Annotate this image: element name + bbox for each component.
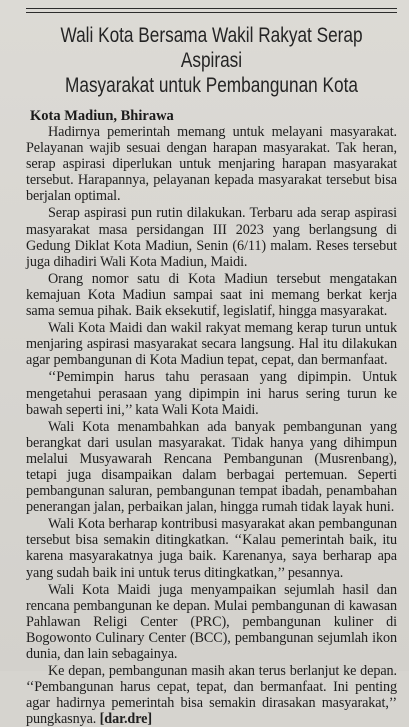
top-rule <box>26 8 397 13</box>
headline-line-2: Masyarakat untuk Pembangunan Kota <box>65 74 358 97</box>
headline <box>59 23 363 98</box>
article-body <box>26 108 397 727</box>
paragraph-8: Wali Kota Maidi juga menyampaikan sejumlah hasil dan rencana pembangunan ke depan. Mulai pembangunan di kawasan Pahlawan Religi Center (PRC), pembangunan kuliner di Bogowonto Culinary Center (BCC), pembangunan sejumlah ikon dunia, dan lain sebagainya. <box>26 581 397 662</box>
paragraph-9-text: Ke depan, pembangunan masih akan terus berlanjut ke depan. ‘‘Pembangunan harus cepat, tepat, dan bermanfaat. Ini penting agar hadirnya pemerintah bisa semakin dirasakan masyarakat,’’ pungkasnya. <box>26 663 397 727</box>
paragraph-9 <box>26 663 397 727</box>
paragraph-5: ‘‘Pemimpin harus tahu perasaan yang dipimpin. Untuk mengetahui perasaan yang dipimpin ini harus sering turun ke bawah seperti ini,’’ kata Wali Kota Maidi. <box>26 369 397 418</box>
author-tag: [dar.dre] <box>99 711 152 727</box>
paragraph-7: Wali Kota berharap kontribusi masyarakat akan pembangunan tersebut bisa semakin ditingkatkan. ‘‘Kalau pemerintah baik, itu karena masyarakatnya juga baik. Karenanya, saya berharap apa yang sudah baik ini untuk terus ditingkatkan,’’ pesannya. <box>26 516 397 581</box>
headline-line-1: Wali Kota Bersama Wakil Rakyat Serap Aspirasi <box>60 24 363 72</box>
dateline: Kota Madiun, Bhirawa <box>30 108 174 124</box>
paragraph-2: Serap aspirasi pun rutin dilakukan. Terbaru ada serap aspirasi masyarakat masa persidangan III 2023 yang berlangsung di Gedung Diklat Kota Madiun, Senin (6/11) malam. Reses tersebut juga dihadiri Wali Kota Madiun, Maidi. <box>26 205 397 270</box>
paragraph-1: Hadirnya pemerintah memang untuk melayani masyarakat. Pelayanan wajib sesuai dengan harapan masyarakat. Tak heran, serap aspirasi diperlukan untuk menjaring harapan masyarakat tersebut. Harapannya, pelayanan kepada masyarakat tersebut bisa berjalan optimal. <box>26 124 397 205</box>
paragraph-6: Wali Kota menambahkan ada banyak pembangunan yang berangkat dari usulan masyarakat. Tidak hanya yang dihimpun melalui Musyawarah Rencana Pembangunan (Musrenbang), tetapi juga disampaikan dalam berbagai pertemuan. Seperti pembangunan saluran, pembangunan tempat ibadah, penambahan penerangan jalan, perbaikan jalan, hingga rumah tidak layak huni. <box>26 418 397 516</box>
paragraph-4: Wali Kota Maidi dan wakil rakyat memang kerap turun untuk menjaring aspirasi masyarakat secara langsung. Hal itu dilakukan agar pembangunan di Kota Madiun tepat, cepat, dan bermanfaat. <box>26 320 397 369</box>
paragraph-3: Orang nomor satu di Kota Madiun tersebut mengatakan kemajuan Kota Madiun sampai saat ini memang berkat kerja sama semua pihak. Baik eksekutif, legislatif, hingga masyarakat. <box>26 270 397 320</box>
